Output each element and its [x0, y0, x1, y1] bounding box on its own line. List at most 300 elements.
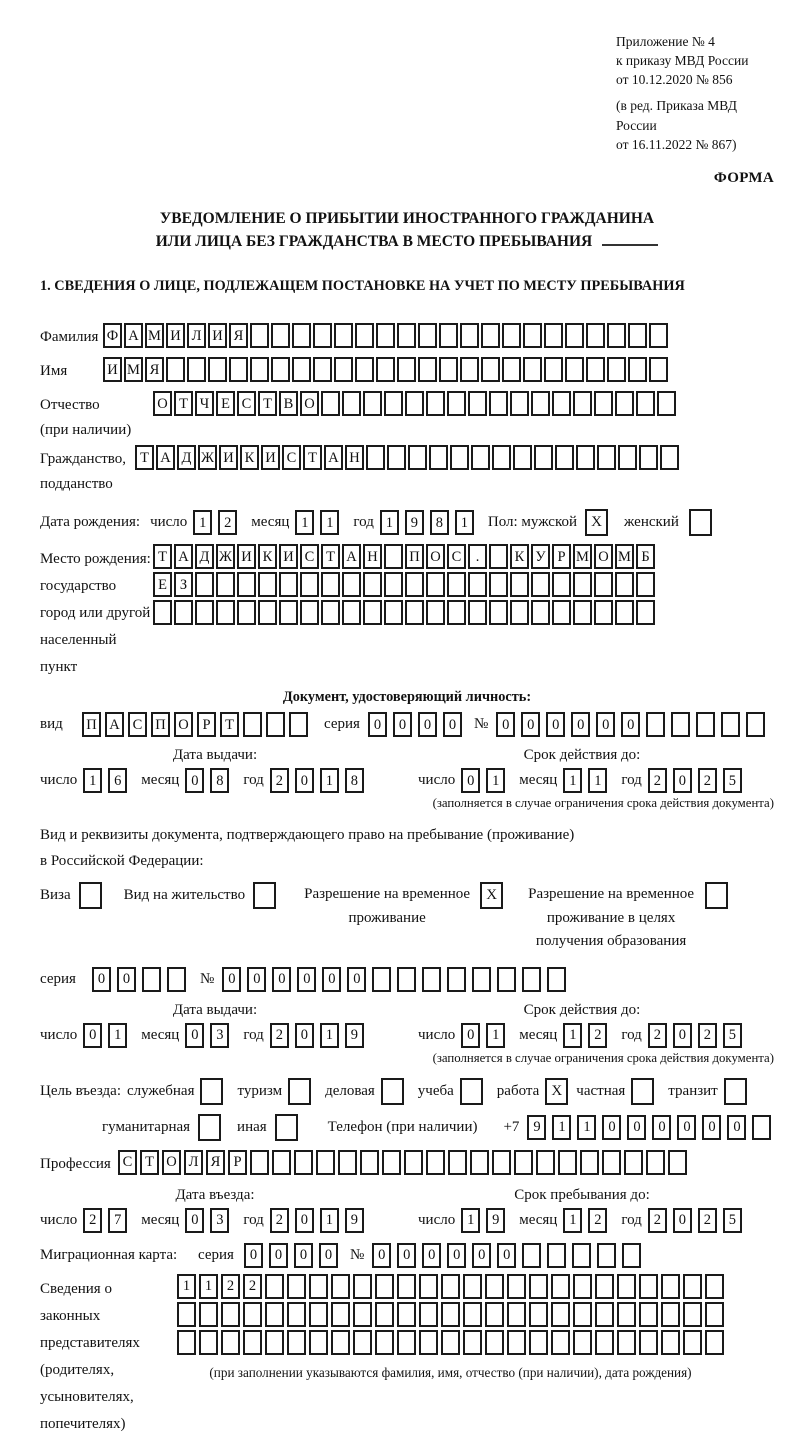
form-cell: 0 [461, 768, 480, 793]
visa-label: Виза [40, 887, 71, 904]
form-cell [507, 1302, 526, 1327]
form-cell: О [594, 544, 613, 569]
form-cell [485, 1274, 504, 1299]
form-cell [463, 1302, 482, 1327]
stay-until-header: Срок пребывания до: [514, 1187, 650, 1204]
form-cell [199, 1330, 218, 1355]
form-cell [683, 1330, 702, 1355]
phone-prefix: +7 [503, 1119, 520, 1136]
form-cell [617, 1274, 636, 1299]
form-cell: Л [184, 1150, 203, 1175]
form-cell: 0 [677, 1115, 696, 1140]
form-cell: 1 [320, 768, 339, 793]
form-cell [489, 572, 508, 597]
form-cell: 0 [295, 768, 314, 793]
form-cell [615, 391, 634, 416]
form-cell [300, 600, 319, 625]
day-label: число [418, 1212, 456, 1229]
stay-day-cells[interactable] [461, 1208, 505, 1233]
form-cell [153, 600, 172, 625]
form-cell: 1 [563, 768, 582, 793]
form-cell: 0 [397, 1243, 416, 1268]
form-cell [661, 1274, 680, 1299]
form-cell [510, 391, 529, 416]
purpose-business-label: деловая [325, 1083, 375, 1100]
form-cell: Т [258, 391, 277, 416]
citizenship-cells[interactable] [135, 445, 679, 470]
form-cell: 2 [648, 768, 667, 793]
residence-valid-year-cells[interactable] [648, 1023, 742, 1048]
month-label: месяц [519, 1027, 558, 1044]
form-cell [615, 572, 634, 597]
form-cell [615, 600, 634, 625]
form-cell [439, 323, 458, 348]
form-cell [387, 445, 406, 470]
form-cell: 0 [602, 1115, 621, 1140]
form-cell: Р [552, 544, 571, 569]
form-cell [607, 323, 626, 348]
section1-title: 1. СВЕДЕНИЯ О ЛИЦЕ, ПОДЛЕЖАЩЕМ ПОСТАНОВКЕ НА УЧЕТ ПО МЕСТУ ПРЕБЫВАНИЯ [40, 278, 685, 295]
form-cell [607, 357, 626, 382]
form-cell: 0 [269, 1243, 288, 1268]
form-cell: 1 [380, 510, 399, 535]
form-cell [199, 1302, 218, 1327]
form-cell [405, 600, 424, 625]
form-cell [636, 600, 655, 625]
form-cell: С [282, 445, 301, 470]
stay-year-cells[interactable] [648, 1208, 742, 1233]
form-cell: 0 [497, 1243, 516, 1268]
form-cell: 0 [294, 1243, 313, 1268]
doc-valid-day-cells[interactable] [461, 768, 505, 793]
form-cell: 9 [345, 1023, 364, 1048]
form-cell [481, 323, 500, 348]
residence-issue-day-cells[interactable] [83, 1023, 127, 1048]
residence-permit-checkbox[interactable] [253, 882, 276, 909]
phone-cells[interactable] [527, 1115, 771, 1140]
form-cell: 0 [297, 967, 316, 992]
temp-residence-edu-checkbox[interactable] [705, 882, 728, 909]
form-cell: Т [174, 391, 193, 416]
form-cell [572, 1243, 591, 1268]
form-cell [195, 572, 214, 597]
form-cell [177, 1330, 196, 1355]
birth-year-cells[interactable] [380, 510, 474, 535]
form-cell: 2 [588, 1023, 607, 1048]
form-cell [221, 1302, 240, 1327]
form-cell: 0 [295, 1208, 314, 1233]
form-title-line1: УВЕДОМЛЕНИЕ О ПРИБЫТИИ ИНОСТРАННОГО ГРАЖДАНИНА [159, 209, 655, 227]
form-label: ФОРМА [713, 169, 774, 186]
representatives-row3-cells[interactable] [177, 1330, 724, 1355]
form-cell: 1 [461, 1208, 480, 1233]
form-cell [555, 445, 574, 470]
form-cell [426, 391, 445, 416]
birthplace-row3-cells[interactable] [153, 600, 655, 625]
form-cell [639, 1330, 658, 1355]
form-cell [551, 1302, 570, 1327]
form-cell [489, 391, 508, 416]
representatives-row2-cells[interactable] [177, 1302, 724, 1327]
year-label: год [353, 514, 374, 531]
form-cell: И [261, 445, 280, 470]
citizenship-label: Гражданство, подданство [40, 451, 127, 493]
form-cell: А [324, 445, 343, 470]
form-cell: 2 [698, 1023, 717, 1048]
form-cell: 0 [422, 1243, 441, 1268]
form-cell [489, 600, 508, 625]
form-cell: Я [229, 323, 248, 348]
doc-issue-year-cells[interactable] [270, 768, 364, 793]
form-cell [551, 1274, 570, 1299]
form-cell [468, 391, 487, 416]
form-cell: 0 [673, 768, 692, 793]
form-cell [594, 391, 613, 416]
form-cell [617, 1330, 636, 1355]
form-cell: П [82, 712, 101, 737]
form-cell: 8 [430, 510, 449, 535]
form-cell [529, 1302, 548, 1327]
form-cell [497, 967, 516, 992]
form-cell: 0 [702, 1115, 721, 1140]
form-cell [617, 1302, 636, 1327]
form-cell [309, 1302, 328, 1327]
form-cell: 1 [588, 768, 607, 793]
form-cell [618, 445, 637, 470]
form-cell: 0 [673, 1023, 692, 1048]
form-cell: 0 [368, 712, 387, 737]
form-cell [376, 323, 395, 348]
form-cell [646, 712, 665, 737]
month-label: месяц [251, 514, 290, 531]
form-cell: В [279, 391, 298, 416]
form-cell [397, 967, 416, 992]
form-cell: 1 [177, 1274, 196, 1299]
amendment-line: от 16.11.2022 № 867) [616, 136, 737, 152]
form-cell [531, 391, 550, 416]
form-cell [309, 1274, 328, 1299]
form-cell [529, 1274, 548, 1299]
form-cell [321, 572, 340, 597]
purpose-tourism-checkbox[interactable] [288, 1078, 311, 1105]
form-cell: З [174, 572, 193, 597]
form-cell: 8 [210, 768, 229, 793]
form-cell: О [162, 1150, 181, 1175]
amendment-line: (в ред. Приказа МВД России [616, 98, 737, 133]
form-cell [384, 391, 403, 416]
temp-residence-label: Разрешение на временное проживание [304, 886, 471, 926]
form-cell: 1 [486, 768, 505, 793]
migration-number-label: № [349, 1247, 365, 1264]
purpose-work-checkbox[interactable]: X [545, 1078, 568, 1105]
form-cell: 2 [218, 510, 237, 535]
doc-valid-month-cells[interactable] [563, 768, 607, 793]
doc-kind-label: вид [40, 716, 63, 733]
form-cell [271, 357, 290, 382]
form-cell [363, 572, 382, 597]
form-cell [258, 600, 277, 625]
form-cell [419, 1274, 438, 1299]
form-cell [363, 391, 382, 416]
form-cell: И [166, 323, 185, 348]
birth-month-cells[interactable] [295, 510, 339, 535]
form-cell [397, 323, 416, 348]
purpose-official-checkbox[interactable] [200, 1078, 223, 1105]
sex-female-checkbox[interactable] [689, 509, 712, 536]
visa-checkbox[interactable] [79, 882, 102, 909]
form-cell [565, 357, 584, 382]
form-cell [375, 1302, 394, 1327]
surname-label: Фамилия [40, 329, 99, 346]
form-cell [208, 357, 227, 382]
form-cell [353, 1302, 372, 1327]
form-cell: 0 [621, 712, 640, 737]
form-cell [426, 572, 445, 597]
purpose-work-label: работа [496, 1083, 540, 1100]
form-cell: Ф [103, 323, 122, 348]
form-cell [510, 572, 529, 597]
representatives-label: Сведения о законных представителях (родителях, усыновителях, попечителях) [40, 1281, 140, 1433]
form-cell [439, 357, 458, 382]
form-cell [696, 712, 715, 737]
representatives-note: (при заполнении указываются фамилия, имя, отчество (при наличии), дата рождения) [209, 1365, 692, 1381]
form-cell: 0 [673, 1208, 692, 1233]
form-cell: 0 [571, 712, 590, 737]
purpose-study-label: учеба [417, 1083, 454, 1100]
form-cell [353, 1330, 372, 1355]
form-cell [331, 1274, 350, 1299]
form-cell [661, 1330, 680, 1355]
form-cell [639, 1274, 658, 1299]
form-cell [576, 445, 595, 470]
form-cell: 0 [347, 967, 366, 992]
form-cell: И [279, 544, 298, 569]
form-cell [636, 572, 655, 597]
form-cell: 0 [652, 1115, 671, 1140]
form-cell [243, 712, 262, 737]
form-cell [292, 323, 311, 348]
form-cell: О [426, 544, 445, 569]
form-cell [531, 600, 550, 625]
birthplace-row2-cells[interactable] [153, 572, 655, 597]
form-cell: А [174, 544, 193, 569]
form-cell: 0 [727, 1115, 746, 1140]
form-cell: 3 [210, 1023, 229, 1048]
form-cell: У [531, 544, 550, 569]
doc-issue-day-cells[interactable] [83, 768, 127, 793]
form-cell: 0 [418, 712, 437, 737]
form-cell [418, 357, 437, 382]
purpose-label: Цель въезда: [40, 1083, 121, 1100]
form-cell: А [105, 712, 124, 737]
residence-number-label: № [200, 971, 215, 988]
form-cell [513, 445, 532, 470]
form-cell [485, 1302, 504, 1327]
entry-month-cells[interactable] [185, 1208, 229, 1233]
birthplace-row1-cells[interactable] [153, 544, 655, 569]
form-cell: Я [145, 357, 164, 382]
form-cell [472, 967, 491, 992]
form-cell [639, 445, 658, 470]
form-cell: 5 [723, 768, 742, 793]
form-cell [752, 1115, 771, 1140]
purpose-study-checkbox[interactable] [460, 1078, 483, 1105]
form-cell: 0 [546, 712, 565, 737]
day-label: число [40, 1027, 78, 1044]
form-cell [529, 1330, 548, 1355]
day-label: число [150, 514, 188, 531]
residence-issue-month-cells[interactable] [185, 1023, 229, 1048]
form-cell [397, 1274, 416, 1299]
entry-day-cells[interactable] [83, 1208, 127, 1233]
doc-series-label: серия [324, 716, 360, 733]
form-cell [397, 357, 416, 382]
form-cell: 2 [698, 768, 717, 793]
year-label: год [243, 1027, 264, 1044]
purpose-business-checkbox[interactable] [381, 1078, 404, 1105]
residence-valid-day-cells[interactable] [461, 1023, 505, 1048]
form-cell: 1 [108, 1023, 127, 1048]
form-cell [309, 1330, 328, 1355]
appendix-line: к приказу МВД России [616, 53, 749, 69]
form-cell: К [510, 544, 529, 569]
form-cell [492, 445, 511, 470]
form-cell [649, 357, 668, 382]
form-cell: 0 [496, 712, 515, 737]
form-cell [622, 1243, 641, 1268]
doc-number-cells[interactable] [496, 712, 765, 737]
residence-valid-month-cells[interactable] [563, 1023, 607, 1048]
purpose-other-checkbox[interactable] [275, 1114, 298, 1141]
form-cell [507, 1274, 526, 1299]
form-cell [544, 323, 563, 348]
doc-issue-month-cells[interactable] [185, 768, 229, 793]
form-cell [705, 1302, 724, 1327]
residence-series-cells[interactable] [92, 967, 186, 992]
representatives-row1-cells[interactable] [177, 1274, 724, 1299]
form-cell [243, 1302, 262, 1327]
patronymic-cells[interactable] [153, 391, 676, 416]
form-cell [746, 712, 765, 737]
form-cell [595, 1330, 614, 1355]
surname-cells[interactable] [103, 323, 668, 348]
migration-number-cells[interactable] [372, 1243, 641, 1268]
form-cell [441, 1330, 460, 1355]
day-label: число [418, 1027, 456, 1044]
form-cell [292, 357, 311, 382]
form-cell [705, 1330, 724, 1355]
form-cell [321, 600, 340, 625]
form-cell: Н [345, 445, 364, 470]
form-cell: 0 [247, 967, 266, 992]
form-cell: 1 [320, 1023, 339, 1048]
form-cell: И [219, 445, 238, 470]
day-label: число [418, 772, 456, 789]
residence-series-label: серия [40, 971, 76, 988]
form-cell: 1 [320, 510, 339, 535]
form-cell [551, 1330, 570, 1355]
sex-male-checkbox[interactable]: X [585, 509, 608, 536]
form-cell: Т [153, 544, 172, 569]
form-cell: 0 [627, 1115, 646, 1140]
month-label: месяц [519, 772, 558, 789]
form-cell [405, 391, 424, 416]
form-cell [237, 600, 256, 625]
form-cell [363, 600, 382, 625]
purpose-humanitarian-checkbox[interactable] [198, 1114, 221, 1141]
form-cell [471, 445, 490, 470]
temp-residence-checkbox[interactable]: X [480, 882, 503, 909]
form-cell [552, 391, 571, 416]
form-cell [463, 1274, 482, 1299]
migration-series-cells[interactable] [244, 1243, 338, 1268]
form-cell [450, 445, 469, 470]
doc-series-cells[interactable] [368, 712, 462, 737]
form-cell: С [300, 544, 319, 569]
form-cell [441, 1274, 460, 1299]
form-cell [166, 357, 185, 382]
month-label: месяц [141, 1212, 180, 1229]
form-cell [552, 572, 571, 597]
appendix-block [616, 32, 774, 154]
doc-kind-cells[interactable] [82, 712, 308, 737]
day-label: число [40, 772, 78, 789]
birth-day-cells[interactable] [193, 510, 237, 535]
form-cell [375, 1330, 394, 1355]
form-cell: 0 [117, 967, 136, 992]
entry-year-cells[interactable] [270, 1208, 364, 1233]
form-cell: Ж [216, 544, 235, 569]
sex-female-label: женский [624, 514, 679, 531]
doc-valid-year-cells[interactable] [648, 768, 742, 793]
form-cell [597, 1243, 616, 1268]
form-cell: Т [303, 445, 322, 470]
form-cell [460, 323, 479, 348]
form-cell [266, 712, 285, 737]
firstname-cells[interactable] [103, 357, 668, 382]
form-cell: 9 [486, 1208, 505, 1233]
form-cell [573, 600, 592, 625]
form-cell: 2 [221, 1274, 240, 1299]
form-cell: С [447, 544, 466, 569]
blank-underline [602, 244, 658, 246]
form-cell: Е [216, 391, 235, 416]
residence-issue-year-cells[interactable] [270, 1023, 364, 1048]
form-cell: 1 [563, 1208, 582, 1233]
form-cell [460, 357, 479, 382]
purpose-private-checkbox[interactable] [631, 1078, 654, 1105]
form-cell [342, 572, 361, 597]
residence-number-cells[interactable] [222, 967, 566, 992]
form-cell: 0 [443, 712, 462, 737]
year-label: год [243, 772, 264, 789]
form-cell: М [124, 357, 143, 382]
form-cell: 2 [698, 1208, 717, 1233]
purpose-transit-checkbox[interactable] [724, 1078, 747, 1105]
form-cell [502, 323, 521, 348]
form-cell: 0 [185, 1208, 204, 1233]
form-cell [313, 357, 332, 382]
stay-month-cells[interactable] [563, 1208, 607, 1233]
doc-issue-header: Дата выдачи: [172, 747, 258, 764]
form-cell [573, 1274, 592, 1299]
form-cell [447, 967, 466, 992]
form-cell [565, 323, 584, 348]
form-cell [705, 1274, 724, 1299]
year-label: год [621, 772, 642, 789]
form-cell [573, 1302, 592, 1327]
form-cell: 0 [472, 1243, 491, 1268]
